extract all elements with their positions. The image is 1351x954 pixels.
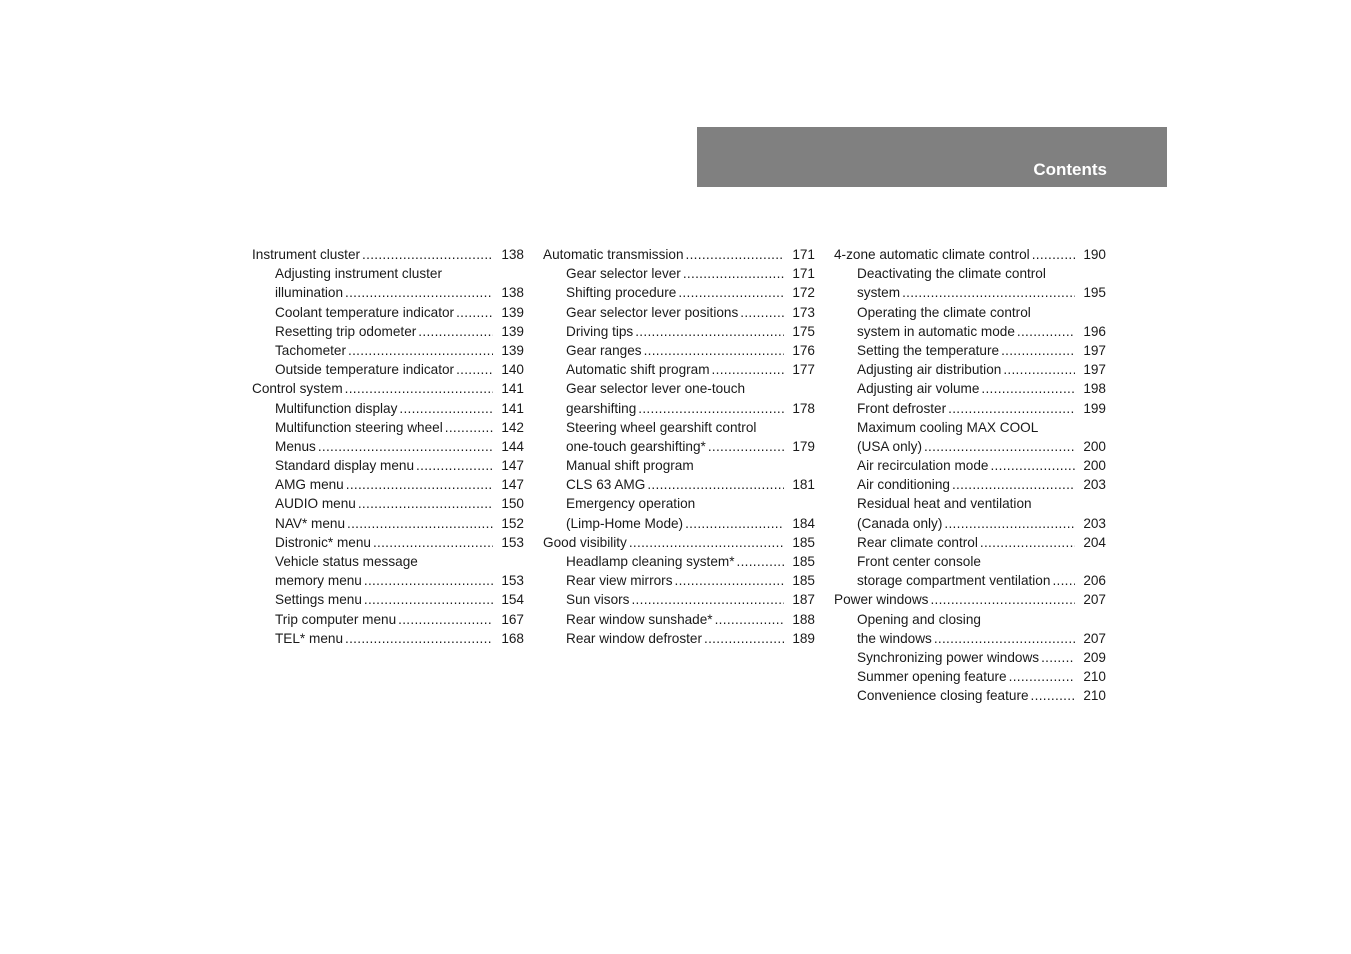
- toc-subentry[interactable]: [543, 494, 815, 513]
- toc-subentry[interactable]: [543, 303, 815, 322]
- toc-subentry[interactable]: [543, 341, 815, 360]
- dot-leader: [345, 283, 493, 302]
- toc-page-number: 171: [792, 247, 815, 262]
- toc-subentry[interactable]: [252, 456, 524, 475]
- toc-subentry[interactable]: [543, 360, 815, 379]
- dot-leader: [944, 514, 1075, 533]
- toc-page-number: 171: [792, 266, 815, 282]
- toc-entry-label: Front center console: [857, 554, 981, 569]
- toc-entry-label: Control system: [252, 381, 343, 397]
- toc-entry-label: Gear selector lever one-touch: [566, 381, 746, 397]
- toc-page-number: 153: [501, 534, 524, 550]
- toc-entry-label: one-touch gearshifting*: [566, 438, 706, 454]
- toc-page-number: 176: [792, 342, 815, 358]
- toc-column-1: [252, 245, 524, 648]
- toc-subentry[interactable]: [834, 552, 1106, 571]
- dot-leader: [980, 533, 1075, 552]
- toc-subentry[interactable]: [543, 264, 815, 283]
- dot-leader: [740, 303, 784, 322]
- toc-entry-label: Trip computer menu: [275, 611, 397, 627]
- toc-page-number: 144: [501, 438, 524, 454]
- toc-page-number: 185: [792, 554, 815, 569]
- toc-page-number: 181: [792, 477, 815, 493]
- toc-page-number: 190: [1083, 247, 1106, 262]
- toc-entry-label: AUDIO menu: [275, 496, 356, 512]
- toc-page-number: 168: [501, 630, 524, 646]
- toc-page-number: 152: [501, 515, 524, 531]
- dot-leader: [1003, 360, 1075, 379]
- dot-leader: [704, 629, 784, 648]
- toc-page-number: 210: [1083, 688, 1106, 704]
- toc-entry-label: (Limp-Home Mode): [566, 515, 684, 531]
- toc-page-number: 141: [501, 381, 524, 397]
- toc-entry-label: Instrument cluster: [252, 247, 361, 262]
- toc-subentry[interactable]: [543, 437, 815, 456]
- toc-entry-label: Opening and closing: [857, 611, 981, 627]
- toc-subentry[interactable]: [543, 322, 815, 341]
- toc-entry-label: (Canada only): [857, 515, 943, 531]
- toc-page-number: 188: [792, 611, 815, 627]
- toc-entry-label: Gear selector lever: [566, 266, 681, 282]
- toc-entry-label: Convenience closing feature: [857, 688, 1029, 704]
- dot-leader: [1001, 341, 1075, 360]
- toc-subentry[interactable]: [252, 571, 524, 590]
- dot-leader: [981, 379, 1075, 398]
- toc-entry-label: Rear climate control: [857, 534, 978, 550]
- toc-page-number: 150: [501, 496, 524, 512]
- toc-entry-label: Synchronizing power windows: [857, 649, 1040, 665]
- toc-entry-label: Steering wheel gearshift control: [566, 419, 757, 435]
- toc-page-number: 178: [792, 400, 815, 416]
- toc-page-number: 185: [792, 534, 815, 550]
- toc-page-number: 140: [501, 362, 524, 378]
- toc-entry-label: gearshifting: [566, 400, 637, 416]
- toc-entry-label: Outside temperature indicator: [275, 362, 455, 378]
- toc-entry-label: the windows: [857, 630, 932, 646]
- toc-page-number: 196: [1083, 323, 1106, 339]
- toc-entry-label: Rear view mirrors: [566, 573, 673, 589]
- toc-subentry[interactable]: [252, 629, 524, 648]
- toc-entry-label: Distronic* menu: [275, 534, 371, 550]
- dot-leader: [345, 379, 494, 398]
- dot-leader: [358, 494, 493, 513]
- toc-column-3: [834, 245, 1106, 706]
- dot-leader: [638, 399, 784, 418]
- toc-entry-label: NAV* menu: [275, 515, 346, 531]
- dot-leader: [952, 475, 1075, 494]
- toc-subentry[interactable]: [252, 418, 524, 437]
- toc-page-number: 197: [1083, 342, 1106, 358]
- toc-subentry[interactable]: [252, 360, 524, 379]
- toc-entry-label: Settings menu: [275, 592, 362, 608]
- dot-leader: [416, 456, 493, 475]
- dot-leader: [348, 341, 493, 360]
- toc-page-number: 184: [792, 515, 815, 531]
- toc-entry-label: Gear ranges: [566, 342, 642, 358]
- dot-leader: [364, 590, 493, 609]
- dot-leader: [635, 322, 784, 341]
- toc-page-number: 189: [792, 630, 815, 646]
- toc-entry-label: Vehicle status message: [275, 554, 418, 569]
- toc-subentry[interactable]: [834, 322, 1106, 341]
- toc-subentry[interactable]: [834, 514, 1106, 533]
- toc-entry-label: Power windows: [834, 592, 929, 608]
- toc-subentry[interactable]: [834, 303, 1106, 322]
- toc-entry-label: Manual shift program: [566, 458, 694, 474]
- toc-subentry[interactable]: [252, 552, 524, 571]
- toc-entry-label: storage compartment ventilation: [857, 573, 1051, 589]
- toc-subentry[interactable]: [252, 533, 524, 552]
- dot-leader: [629, 533, 784, 552]
- toc-page-number: 138: [501, 285, 524, 301]
- toc-entry-label: Adjusting instrument cluster: [275, 266, 442, 282]
- toc-entry[interactable]: [252, 379, 524, 398]
- toc-subentry[interactable]: [543, 456, 815, 475]
- dot-leader: [990, 456, 1075, 475]
- dot-leader: [1009, 667, 1076, 686]
- toc-entry[interactable]: [543, 533, 815, 552]
- dot-leader: [934, 629, 1076, 648]
- toc-page-number: 175: [792, 323, 815, 339]
- toc-subentry[interactable]: [252, 283, 524, 302]
- dot-leader: [1041, 648, 1075, 667]
- dot-leader: [948, 399, 1075, 418]
- toc-entry-label: Operating the climate control: [857, 304, 1031, 320]
- toc-entry-label: Air recirculation mode: [857, 458, 989, 474]
- dot-leader: [708, 437, 785, 456]
- toc-page-number: 187: [792, 592, 815, 608]
- toc-subentry[interactable]: [834, 610, 1106, 629]
- toc-entry[interactable]: [543, 245, 815, 264]
- toc-entry-label: Multifunction display: [275, 400, 398, 416]
- toc-entry-label: CLS 63 AMG: [566, 477, 646, 493]
- dot-leader: [715, 610, 785, 629]
- toc-subentry[interactable]: [543, 571, 815, 590]
- toc-subentry[interactable]: [252, 399, 524, 418]
- toc-page-number: 200: [1083, 438, 1106, 454]
- toc-entry-label: Emergency operation: [566, 496, 696, 512]
- toc-entry-label: Menus: [275, 438, 316, 454]
- toc-subentry[interactable]: [543, 399, 815, 418]
- toc-entry-label: system in automatic mode: [857, 323, 1015, 339]
- toc-subentry[interactable]: [252, 494, 524, 513]
- toc-entry-label: Coolant temperature indicator: [275, 304, 455, 320]
- toc-column-2: [543, 245, 815, 648]
- dot-leader: [318, 437, 494, 456]
- toc-entry-label: Resetting trip odometer: [275, 323, 417, 339]
- toc-subentry[interactable]: [834, 494, 1106, 513]
- toc-subentry[interactable]: [543, 629, 815, 648]
- toc-subentry[interactable]: [834, 629, 1106, 648]
- dot-leader: [373, 533, 493, 552]
- toc-page-number: 195: [1083, 285, 1106, 301]
- section-title: Contents: [1033, 160, 1107, 179]
- toc-subentry[interactable]: [543, 418, 815, 437]
- toc-page-number: 198: [1083, 381, 1106, 397]
- toc-page-number: 167: [501, 611, 524, 627]
- toc-page-number: 185: [792, 573, 815, 589]
- dot-leader: [1017, 322, 1075, 341]
- toc-subentry[interactable]: [543, 475, 815, 494]
- toc-entry-label: (USA only): [857, 438, 922, 454]
- dot-leader: [930, 590, 1075, 609]
- toc-subentry[interactable]: [834, 399, 1106, 418]
- toc-page-number: 138: [501, 247, 524, 262]
- toc-subentry[interactable]: [543, 283, 815, 302]
- toc-entry-label: Adjusting air volume: [857, 381, 980, 397]
- toc-subentry[interactable]: [834, 283, 1106, 302]
- toc-entry-label: Good visibility: [543, 534, 627, 550]
- toc-subentry[interactable]: [834, 360, 1106, 379]
- toc-entry-label: memory menu: [275, 573, 362, 589]
- toc-entry-label: Tachometer: [275, 342, 347, 358]
- toc-entry[interactable]: [252, 245, 524, 264]
- toc-entry-label: Standard display menu: [275, 458, 415, 474]
- toc-page-number: 153: [501, 573, 524, 589]
- toc-subentry[interactable]: [834, 264, 1106, 283]
- toc-entry-label: AMG menu: [275, 477, 344, 493]
- dot-leader: [1052, 571, 1075, 590]
- dot-leader: [398, 610, 493, 629]
- dot-leader: [456, 360, 493, 379]
- dot-leader: [362, 245, 493, 264]
- toc-page-number: 179: [792, 438, 815, 454]
- toc-subentry[interactable]: [252, 264, 524, 283]
- toc-subentry[interactable]: [834, 379, 1106, 398]
- dot-leader: [364, 571, 493, 590]
- dot-leader: [902, 283, 1075, 302]
- toc-entry-label: Adjusting air distribution: [857, 362, 1002, 378]
- toc-page-number: 200: [1083, 458, 1106, 474]
- toc-entry-label: Residual heat and ventilation: [857, 496, 1032, 512]
- dot-leader: [346, 475, 494, 494]
- dot-leader: [647, 475, 784, 494]
- toc-page-number: 207: [1083, 592, 1106, 608]
- toc-entry-label: Shifting procedure: [566, 285, 677, 301]
- toc-page-number: 197: [1083, 362, 1106, 378]
- toc-entry-label: Maximum cooling MAX COOL: [857, 419, 1039, 435]
- toc-subentry[interactable]: [834, 418, 1106, 437]
- dot-leader: [675, 571, 785, 590]
- section-header-bar: [697, 127, 1167, 187]
- toc-page-number: 177: [792, 362, 815, 378]
- toc-subentry[interactable]: [543, 610, 815, 629]
- toc-entry-label: Automatic shift program: [566, 362, 710, 378]
- dot-leader: [712, 360, 785, 379]
- dot-leader: [445, 418, 494, 437]
- toc-entry-label: Headlamp cleaning system*: [566, 554, 735, 569]
- toc-page-number: 206: [1083, 573, 1106, 589]
- toc-subentry[interactable]: [252, 303, 524, 322]
- toc-entry-label: Rear window sunshade*: [566, 611, 713, 627]
- toc-subentry[interactable]: [252, 475, 524, 494]
- toc-page-number: 139: [501, 342, 524, 358]
- toc-entry-label: Sun visors: [566, 592, 630, 608]
- toc-page-number: 139: [501, 323, 524, 339]
- toc-subentry[interactable]: [252, 590, 524, 609]
- toc-entry[interactable]: [834, 245, 1106, 264]
- toc-subentry[interactable]: [834, 437, 1106, 456]
- toc-subentry[interactable]: [834, 475, 1106, 494]
- toc-entry-label: 4-zone automatic climate control: [834, 247, 1030, 262]
- dot-leader: [685, 514, 784, 533]
- toc-page-number: 210: [1083, 669, 1106, 685]
- toc-page-number: 139: [501, 304, 524, 320]
- dot-leader: [737, 552, 785, 571]
- toc-page-number: 141: [501, 400, 524, 416]
- toc-entry-label: Air conditioning: [857, 477, 950, 493]
- toc-subentry[interactable]: [834, 667, 1106, 686]
- dot-leader: [683, 264, 784, 283]
- toc-subentry[interactable]: [543, 514, 815, 533]
- toc-entry-label: Driving tips: [566, 323, 634, 339]
- dot-leader: [1031, 686, 1076, 705]
- toc-entry-label: Deactivating the climate control: [857, 266, 1046, 282]
- toc-entry-label: Front defroster: [857, 400, 947, 416]
- toc-page-number: 147: [501, 477, 524, 493]
- toc-page-number: 172: [792, 285, 815, 301]
- toc-subentry[interactable]: [252, 610, 524, 629]
- toc-page-number: 209: [1083, 649, 1106, 665]
- toc-subentry[interactable]: [834, 686, 1106, 705]
- dot-leader: [418, 322, 493, 341]
- toc-page-number: 207: [1083, 630, 1106, 646]
- toc-page-number: 154: [501, 592, 524, 608]
- toc-page-number: 203: [1083, 477, 1106, 493]
- dot-leader: [399, 399, 493, 418]
- toc-entry-label: Automatic transmission: [543, 247, 684, 262]
- dot-leader: [1032, 245, 1076, 264]
- dot-leader: [631, 590, 784, 609]
- toc-entry-label: illumination: [275, 285, 344, 301]
- toc-entry-label: system: [857, 285, 901, 301]
- toc-entry-label: Summer opening feature: [857, 669, 1007, 685]
- toc-entry-label: Gear selector lever positions: [566, 304, 739, 320]
- toc-subentry[interactable]: [834, 648, 1106, 667]
- dot-leader: [678, 283, 784, 302]
- toc-subentry[interactable]: [252, 437, 524, 456]
- toc-subentry[interactable]: [543, 379, 815, 398]
- toc-subentry[interactable]: [543, 590, 815, 609]
- dot-leader: [686, 245, 785, 264]
- toc-entry-label: Rear window defroster: [566, 630, 702, 646]
- toc-page-number: 199: [1083, 400, 1106, 416]
- toc-page-number: 147: [501, 458, 524, 474]
- toc-entry-label: TEL* menu: [275, 630, 344, 646]
- toc-page-number: 173: [792, 304, 815, 320]
- toc-entry-label: Multifunction steering wheel: [275, 419, 443, 435]
- dot-leader: [924, 437, 1075, 456]
- toc-subentry[interactable]: [252, 514, 524, 533]
- toc-entry-label: Setting the temperature: [857, 342, 1000, 358]
- dot-leader: [644, 341, 785, 360]
- toc-subentry[interactable]: [252, 322, 524, 341]
- toc-subentry[interactable]: [252, 341, 524, 360]
- toc-subentry[interactable]: [543, 552, 815, 571]
- toc-page-number: 204: [1083, 534, 1106, 550]
- dot-leader: [345, 629, 493, 648]
- dot-leader: [347, 514, 493, 533]
- toc-page-number: 203: [1083, 515, 1106, 531]
- toc-subentry[interactable]: [834, 571, 1106, 590]
- toc-page-number: 142: [501, 419, 524, 435]
- toc-subentry[interactable]: [834, 456, 1106, 475]
- dot-leader: [456, 303, 493, 322]
- toc-entry[interactable]: [834, 590, 1106, 609]
- toc-subentry[interactable]: [834, 341, 1106, 360]
- toc-subentry[interactable]: [834, 533, 1106, 552]
